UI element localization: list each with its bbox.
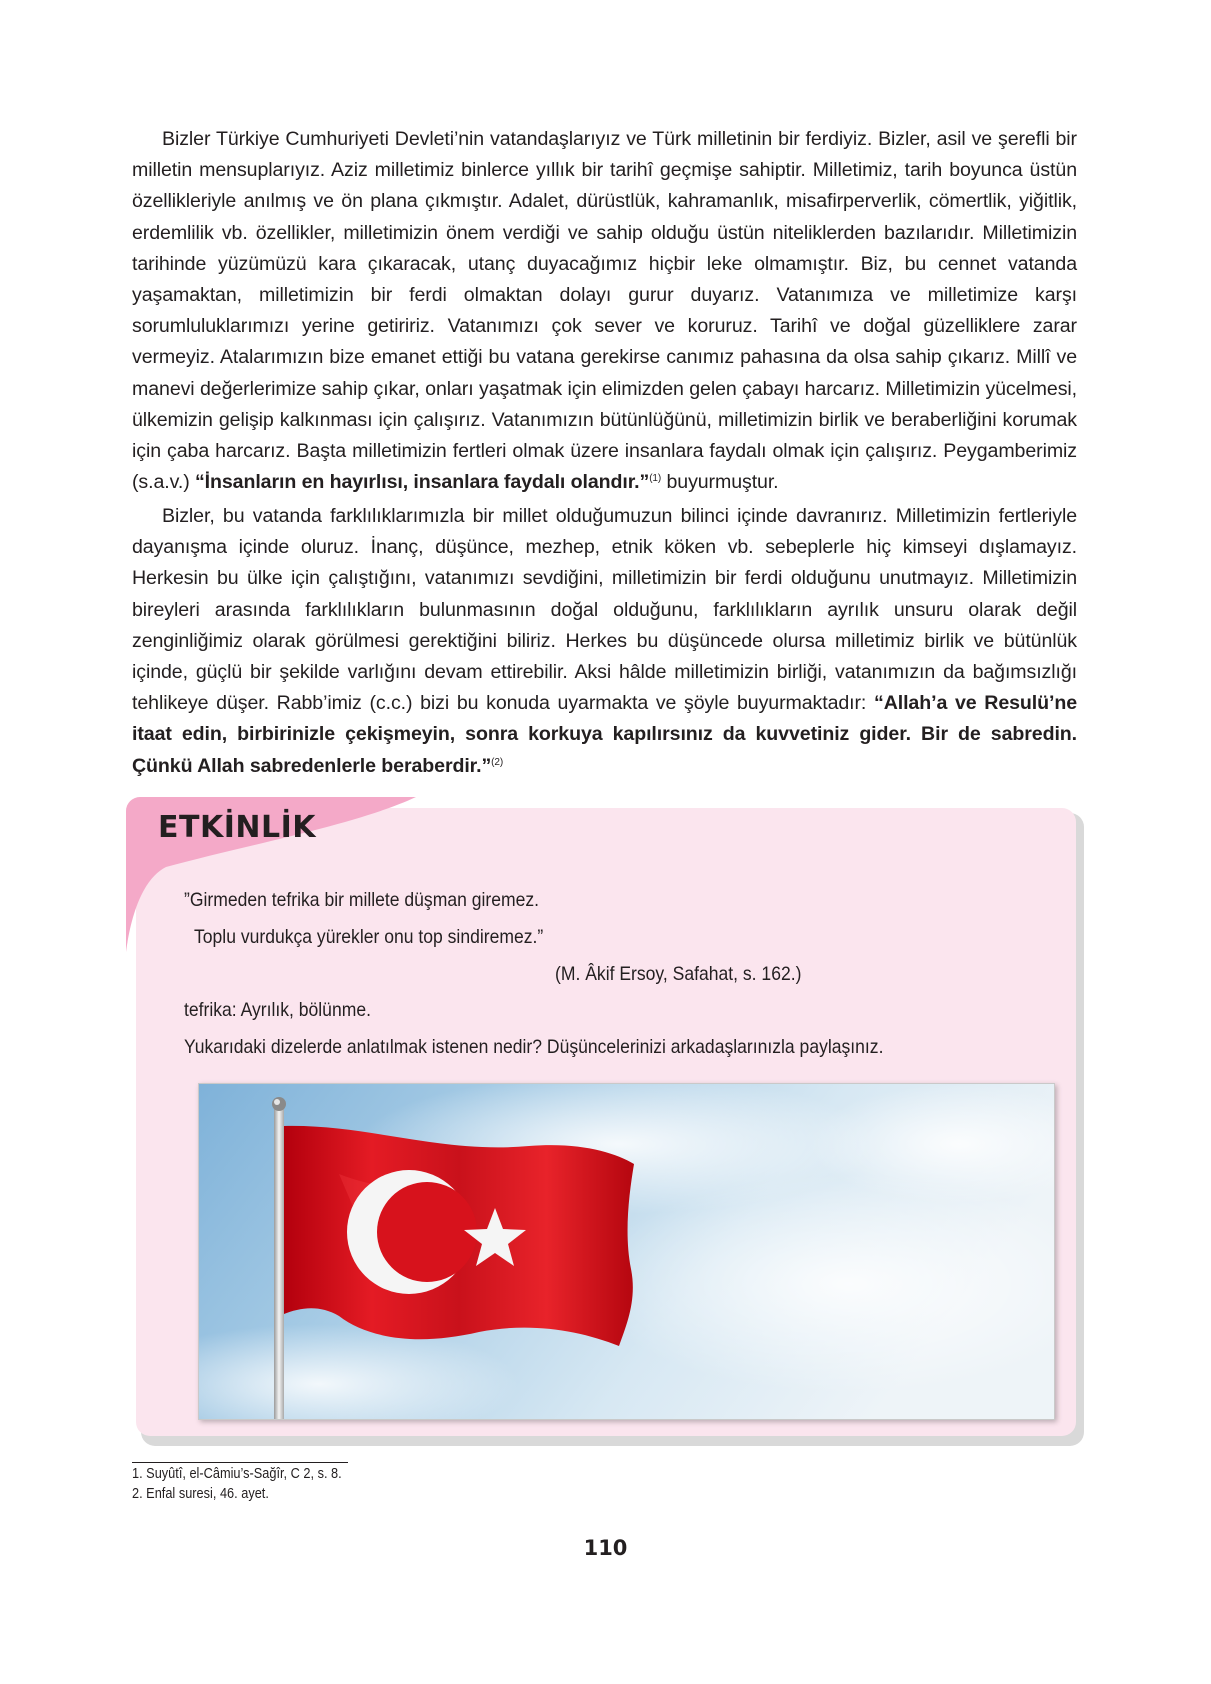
footnote-ref: (2) xyxy=(491,756,504,768)
footnote-ref: (1) xyxy=(649,473,662,485)
quote-bold: “Allah’a ve Resulü’ne itaat edin, birbirinizle çekişmeyin, sonra korkuya kapılırsınız da kuvvetiniz gider. Bir de sabredin. Çünkü Allah sabredenlerle beraberdir.” xyxy=(132,692,1078,777)
turkish-flag-icon xyxy=(199,1084,1054,1419)
paragraph-2 xyxy=(132,501,1077,782)
paragraph-1 xyxy=(132,124,1077,498)
paragraph-text: Bizler Türkiye Cumhuriyeti Devleti’nin vatandaşlarıyız ve Türk milletinin bir ferdiyiz. Bizler, asil ve şerefli bir milletin mensuplarıyız. Aziz milletimiz binlerce yıllık bir tarihî geçmişe sahiptir. Milletimiz, tarih boyunca üstün özellikleriyle anılmış ve ön plana çıkmıştır. Adalet, dürüstlük, kahramanlık, misafirperverlik, cömertlik, yiğitlik, erdemlilik vb. özellikler, milletimizin önem verdiği ve sahip olduğu üstün niteliklerden bazılarıdır. Milletimizin tarihinde yüzümüzü kara çıkaracak, utanç duyacağımız hiçbir leke olmamıştır. Biz, bu cennet vatanda yaşamaktan, milletimizin bir ferdi olmaktan dolayı gurur duyarız. Vatanımıza ve milletimize karşı sorumluluklarımızı yerine getiririz. Vatanımızı çok sever ve koruruz. Tarihî ve doğal güzelliklere zarar vermeyiz. Atalarımızın bize emanet ettiği bu vatana gerekirse canımız pahasına da olsa sahip çıkarız. Millî ve manevi değerlerimize sahip çıkar, onları yaşatmak için elimizden gelen çabayı harcarız. Milletimizin yücelmesi, ülkemizin gelişip kalkınması için çalışırız. Vatanımızın bütünlüğünü, milletimizin birlik ve beraberliğini korumak için çaba harcarız. Başta milletimizin fertleri olmak üzere insanlara faydalı olmak için çalışırız. Peygamberimiz (s.a.v.) xyxy=(132,128,1077,494)
footnote-2: 2. Enfal suresi, 46. ayet. xyxy=(132,1486,269,1502)
page-number: 110 xyxy=(583,1536,628,1560)
poem-line-1: ”Girmeden tefrika bir millete düşman giremez. xyxy=(184,889,540,911)
turkish-flag-photo xyxy=(198,1083,1055,1420)
footnote-rule xyxy=(132,1462,348,1463)
footnote-1: 1. Suyûtî, el-Câmiu’s-Sağîr, C 2, s. 8. xyxy=(132,1466,342,1482)
poem-source: (M. Âkif Ersoy, Safahat, s. 162.) xyxy=(555,963,802,985)
poem-line-2: Toplu vurdukça yürekler onu top sindiremez.” xyxy=(194,926,544,948)
activity-title: ETKİNLİK xyxy=(158,810,316,845)
quote-bold: “İnsanların en hayırlısı, insanlara faydalı olandır.” xyxy=(194,471,650,494)
paragraph-text: Bizler, bu vatanda farklılıklarımızla bir millet olduğumuzun bilinci içinde davranırız. Milletimizin fertleriyle dayanışma içinde oluruz. İnanç, düşünce, mezhep, etnik köken vb. sebeplerle hiç kimseyi dışlamayız. Herkesin bu ülke için çalıştığını, vatanımızı sevdiğini, milletimizin bir ferdi olduğunu unutmayız. Milletimizin bireyleri arasında farklılıkların bulunmasının doğal olduğunu, farklılıkların ayrılık unsuru olarak değil zenginliğimiz olarak görülmesi gerektiğini biliriz. Herkes bu düşüncede olursa milletimiz birlik ve bütünlük içinde, güçlü bir şekilde varlığını devam ettirebilir. Aksi hâlde milletimizin birliği, vatanımızın da bağımsızlığı tehlikeye düşer. Rabb’imiz (c.c.) bizi bu konuda uyarmakta ve şöyle buyurmaktadır: xyxy=(132,505,1077,715)
activity-question: Yukarıdaki dizelerde anlatılmak istenen nedir? Düşüncelerinizi arkadaşlarınızla paylaşınız. xyxy=(184,1036,884,1058)
paragraph-text: buyurmuştur. xyxy=(661,471,779,494)
glossary-note: tefrika: Ayrılık, bölünme. xyxy=(184,999,371,1021)
